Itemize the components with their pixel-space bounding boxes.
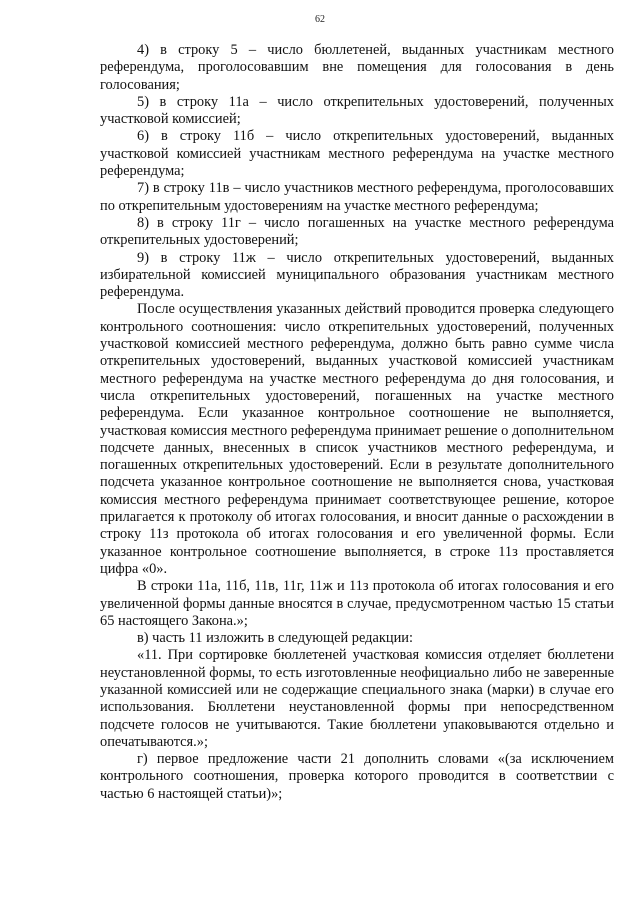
- paragraph-item-7: 7) в строку 11в – число участников местного референдума, проголосовавших по открепительным удостоверениям на участке местного референдума;: [100, 180, 614, 214]
- paragraph-item-6: 6) в строку 11б – число открепительных удостоверений, выданных участковой комиссией участникам местного референдума на участке местного референдума;: [100, 128, 614, 180]
- paragraph-lines-note: В строки 11а, 11б, 11в, 11г, 11ж и 11з протокола об итогах голосования и его увеличенной формы данные вносятся в случае, предусмотренном частью 15 статьи 65 настоящего Закона.»;: [100, 578, 614, 629]
- paragraph-item-9: 9) в строку 11ж – число открепительных удостоверений, выданных избирательной комиссией муниципального образования участникам местного референдума.: [100, 249, 614, 301]
- paragraph-item-5: 5) в строку 11а – число открепительных удостоверений, полученных участковой комиссией;: [100, 93, 614, 128]
- paragraph-amendment-v: в) часть 11 изложить в следующей редакции:: [137, 630, 413, 647]
- paragraph-item-4: 4) в строку 5 – число бюллетеней, выданных участникам местного референдума, проголосовавшим вне помещения для голосования в день голосования;: [100, 42, 614, 93]
- paragraph-amendment-g: г) первое предложение части 21 дополнить словами «(за исключением контрольного соотношения, проверка которого проводится в соответствии с частью 6 настоящей статьи)»;: [100, 751, 614, 802]
- paragraph-part-11-text: «11. При сортировке бюллетеней участковая комиссия отделяет бюллетени неустановленной формы, то есть изготовленные неофициально либо не заверенные указанной комиссией или не содержащие специального знака (марки) в случае его использования. Бюллетени неустановленной формы при непосредственном подсчете голосов не учитываются. Такие бюллетени упаковываются отдельно и опечатываются.»;: [100, 647, 614, 750]
- page-number: 62: [315, 14, 325, 25]
- paragraph-control-check: После осуществления указанных действий проводится проверка следующего контрольного соотношения: число открепительных удостоверений, полученных участковой комиссией местного референдума, должно быть равно сумме числа открепительных удостоверений, выданных участковой комиссией участникам местного референдума на участке местного референдума до дня голосования, и числа открепительных удостоверений, погашенных на участке местного референдума. Если указанное контрольное соотношение не выполняется, участковая комиссия местного референдума принимает решение о дополнительном подсчете данных, внесенных в список участников местного референдума, и погашенных открепительных удостоверений. Если в результате дополнительного подсчета указанное контрольное соотношение не выполняется снова, участковая комиссия местного референдума принимает соответствующее решение, которое прилагается к протоколу об итогах голосования, и вносит данные о расхождении в строку 11з протокола об итогах голосования и его увеличенной формы. Если указанное контрольное соотношение выполняется, в строке 11з проставляется цифра «0».: [100, 301, 614, 577]
- paragraph-item-8: 8) в строку 11г – число погашенных на участке местного референдума открепительных удостоверений;: [100, 214, 614, 249]
- document-body: [100, 42, 614, 803]
